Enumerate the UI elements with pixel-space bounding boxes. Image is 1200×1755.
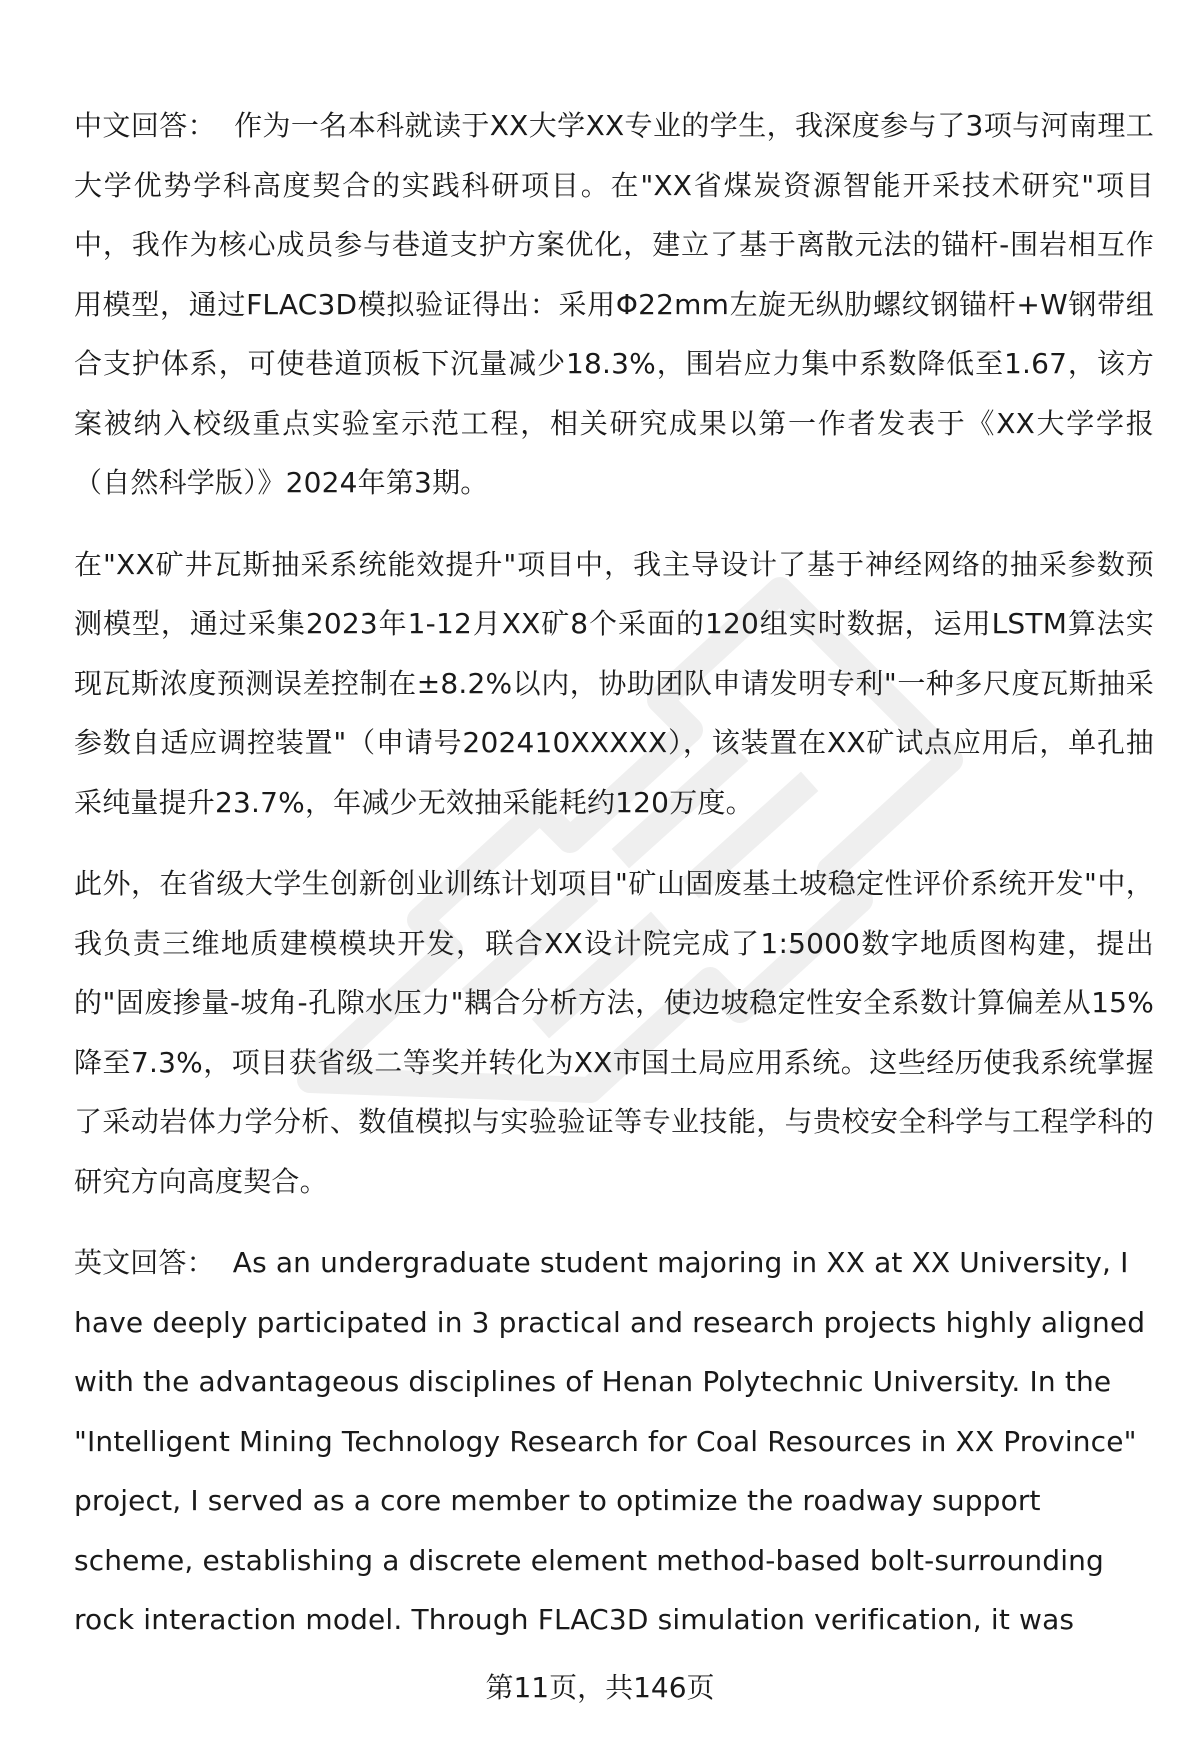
paragraph-chinese-answer-2: [74, 535, 1154, 833]
paragraph-chinese-answer-3: [74, 854, 1154, 1211]
paragraph-english-answer: [74, 1233, 1154, 1650]
paragraph-text: As an undergraduate student majoring in XX at XX University, I have deeply participated in 3 practical and research projects highly aligned with the advantageous disciplines of Henan Polytechnic University. In the "Intelligent Mining Technology Research for Coal Resources in XX Province" project, I served as a core member to optimize the roadway support scheme, establishing a discrete element method-based bolt-surrounding rock interaction model. Through FLAC3D simulation verification, it was: [74, 1246, 1146, 1636]
paragraph-text: 在"XX矿井瓦斯抽采系统能效提升"项目中，我主导设计了基于神经网络的抽采参数预测模型，通过采集2023年1-12月XX矿8个采面的120组实时数据，运用LSTM算法实现瓦斯浓度预测误差控制在±8.2%以内，协助团队申请发明专利"一种多尺度瓦斯抽采参数自适应调控装置"（申请号202410XXXXX），该装置在XX矿试点应用后，单孔抽采纯量提升23.7%，年减少无效抽采能耗约120万度。: [74, 547, 1154, 819]
paragraph-text: 此外，在省级大学生创新创业训练计划项目"矿山固废基土坡稳定性评价系统开发"中，我负责三维地质建模模块开发，联合XX设计院完成了1:5000数字地质图构建，提出的"固废掺量-坡角-孔隙水压力"耦合分析方法，使边坡稳定性安全系数计算偏差从15%降至7.3%，项目获省级二等奖并转化为XX市国土局应用系统。这些经历使我系统掌握了采动岩体力学分析、数值模拟与实验验证等专业技能，与贵校安全科学与工程学科的研究方向高度契合。: [74, 867, 1154, 1198]
document-body: [74, 96, 1154, 1672]
paragraph-text: 作为一名本科就读于XX大学XX专业的学生，我深度参与了3项与河南理工大学优势学科高度契合的实践科研项目。在"XX省煤炭资源智能开采技术研究"项目中，我作为核心成员参与巷道支护方案优化，建立了基于离散元法的锚杆-围岩相互作用模型，通过FLAC3D模拟验证得出：采用Φ22mm左旋无纵肋螺纹钢锚杆+W钢带组合支护体系，可使巷道顶板下沉量减少18.3%，围岩应力集中系数降低至1.67，该方案被纳入校级重点实验室示范工程，相关研究成果以第一作者发表于《XX大学学报（自然科学版）》2024年第3期。: [74, 109, 1154, 499]
paragraph-chinese-answer-1: [74, 96, 1154, 513]
paragraph-label: 英文回答：: [74, 1246, 215, 1279]
page-number: 第11页，共146页: [485, 1671, 715, 1704]
paragraph-label: 中文回答：: [74, 109, 217, 142]
